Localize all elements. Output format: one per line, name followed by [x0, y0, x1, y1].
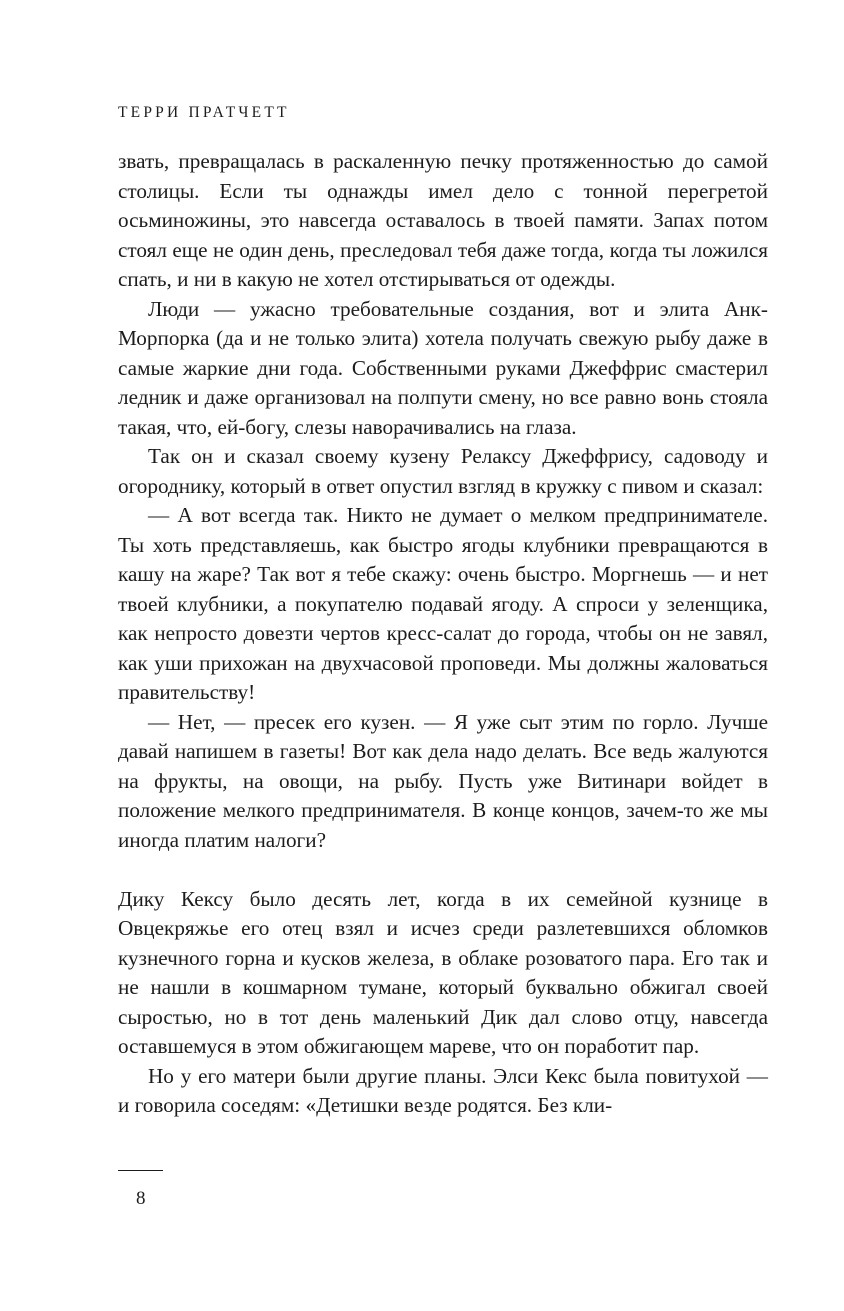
running-head: ТЕРРИ ПРАТЧЕТТ: [118, 104, 290, 121]
paragraph: Но у его матери были другие планы. Элси Кекс была повитухой — и говорила соседям: «Детишки везде родятся. Без кли-: [118, 1063, 768, 1117]
dialogue-paragraph: — А вот всегда так. Никто не думает о мелком предпринимателе. Ты хоть представляешь, как быстро ягоды клубники превращаются в кашу на жаре? Так вот я тебе скажу: очень быстро. Моргнешь — и нет твоей клубники, а покупателю подавай ягоду. А спроси у зеленщика, как непросто довезти чертов кресс-салат до города, чтобы он не завял, как уши прихожан на двухчасовой проповеди. Мы должны жаловаться правительству!: [118, 503, 768, 704]
folio-rule: [118, 1170, 163, 1171]
section-start-paragraph: Дику Кексу было десять лет, когда в их семейной кузнице в Овцекряжье его отец взял и исчез среди разлетевшихся обломков кузнечного горна и кусков железа, в облаке розоватого пара. Его так и не нашли в кошмарном тумане, который буквально обжигал своей сыростью, но в тот день маленький Дик дал слово отцу, навсегда оставшемуся в этом обжигающем мареве, что он поработит пар.: [118, 886, 768, 1058]
paragraph: Люди — ужасно требовательные создания, вот и элита Анк-Морпорка (да и не только элита) хотела получать свежую рыбу даже в самые жаркие дни года. Собственными руками Джеффрис смастерил ледник и даже организовал на полпути смену, но все равно вонь стояла такая, что, ей-богу, слезы наворачивались на глаза.: [118, 296, 768, 439]
paragraph: Так он и сказал своему кузену Релаксу Джеффрису, садоводу и огороднику, который в ответ опустил взгляд в кружку с пивом и сказал:: [118, 444, 768, 498]
body-text: [118, 147, 768, 1121]
dialogue-paragraph: — Нет, — пресек его кузен. — Я уже сыт этим по горло. Лучше давай напишем в газеты! Вот как дела надо делать. Все ведь жалуются на фрукты, на овощи, на рыбу. Пусть уже Витинари войдет в положение мелкого предпринимателя. В конце концов, зачем-то же мы иногда платим налоги?: [118, 709, 768, 852]
paragraph: звать, превращалась в раскаленную печку протяженностью до самой столицы. Если ты однажды имел дело с тонной перегретой осьминожины, это навсегда оставалось в твоей памяти. Запах потом стоял еще не один день, преследовал тебя даже тогда, когда ты ложился спать, и ни в какую не хотел отстирываться от одежды.: [118, 149, 768, 291]
page-number: 8: [136, 1188, 146, 1209]
